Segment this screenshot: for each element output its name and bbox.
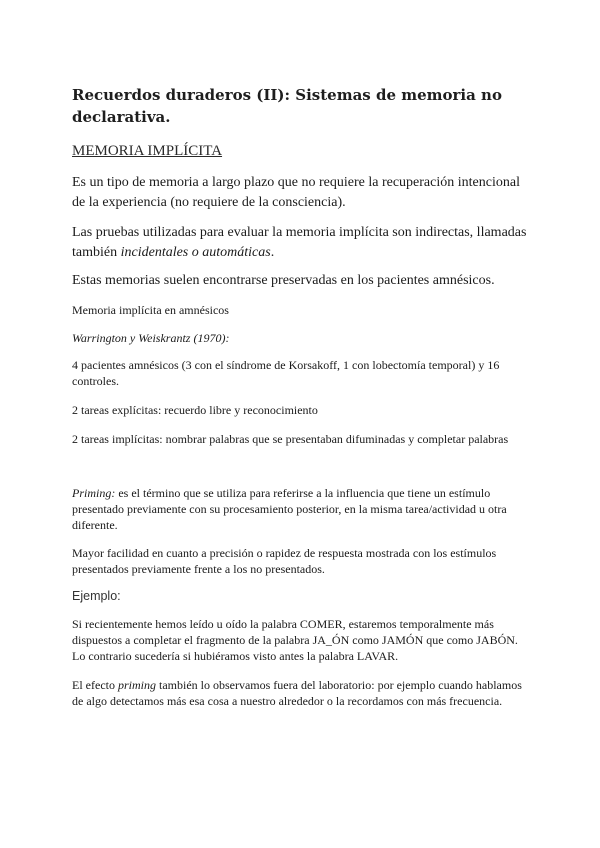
paragraph-definition [72, 173, 532, 213]
section-heading: MEMORIA IMPLÍCITA [72, 143, 223, 159]
paragraph-example-label-text: Ejemplo: [72, 589, 121, 603]
paragraph-subheading [72, 302, 532, 318]
paragraph-priming [72, 485, 532, 533]
paragraph-facility [72, 545, 532, 577]
paragraph-priming-effect-start: El efecto [72, 678, 118, 692]
paragraph-explicit-tasks [72, 402, 532, 418]
paragraph-explicit-tasks-text: 2 tareas explícitas: recuerdo libre y reconocimiento [72, 403, 318, 417]
paragraph-citation-text: Warrington y Weiskrantz (1970): [72, 331, 230, 345]
paragraph-priming-effect [72, 677, 532, 709]
paragraph-patients [72, 357, 532, 389]
paragraph-tests [72, 223, 532, 263]
paragraph-tests-start: Las pruebas utilizadas para evaluar la memoria implícita son indirectas, llamadas también [72, 225, 527, 260]
paragraph-preserved [72, 271, 532, 291]
paragraph-example-text: Si recientemente hemos leído u oído la palabra COMER, estaremos temporalmente más dispuestos a completar el fragmento de la palabra JA_ÓN como JAMÓN que como JABÓN. Lo contrario sucedería si hubiéramos visto antes la palabra LAVAR. [72, 617, 518, 663]
paragraph-preserved-text: Estas memorias suelen encontrarse preservadas en los pacientes amnésicos. [72, 273, 495, 288]
paragraph-definition-text: Es un tipo de memoria a largo plazo que no requiere la recuperación intencional de la experiencia (no requiere de la consciencia). [72, 175, 520, 210]
paragraph-patients-text: 4 pacientes amnésicos (3 con el síndrome de Korsakoff, 1 con lobectomía temporal) y 16 controles. [72, 358, 500, 388]
paragraph-priming-term: Priming: [72, 486, 116, 500]
paragraph-subheading-text: Memoria implícita en amnésicos [72, 303, 229, 317]
paragraph-tests-italic: incidentales o automáticas [120, 245, 271, 260]
paragraph-tests-end: . [270, 245, 275, 260]
paragraph-implicit-tasks [72, 431, 532, 447]
paragraph-priming-effect-italic: priming [117, 678, 156, 692]
paragraph-example [72, 616, 532, 664]
paragraph-example-label [72, 588, 532, 604]
paragraph-priming-effect-end: también lo observamos fuera del laboratorio: por ejemplo cuando hablamos de algo detectamos más esa cosa a nuestro alrededor o la recordamos con más frecuencia. [72, 678, 522, 708]
paragraph-facility-text: Mayor facilidad en cuanto a precisión o rapidez de respuesta mostrada con los estímulos presentados previamente frente a los no presentados. [72, 546, 497, 576]
paragraph-implicit-tasks-text: 2 tareas implícitas: nombrar palabras que se presentaban difuminadas y completar palabras [72, 432, 509, 446]
paragraph-priming-text: es el término que se utiliza para referirse a la influencia que tiene un estímulo presentado previamente con su procesamiento posterior, en la misma tarea/actividad u otra diferente. [72, 486, 507, 532]
paragraph-citation [72, 330, 532, 346]
document-title: Recuerdos duraderos (II): Sistemas de memoria no declarativa. [72, 86, 502, 126]
